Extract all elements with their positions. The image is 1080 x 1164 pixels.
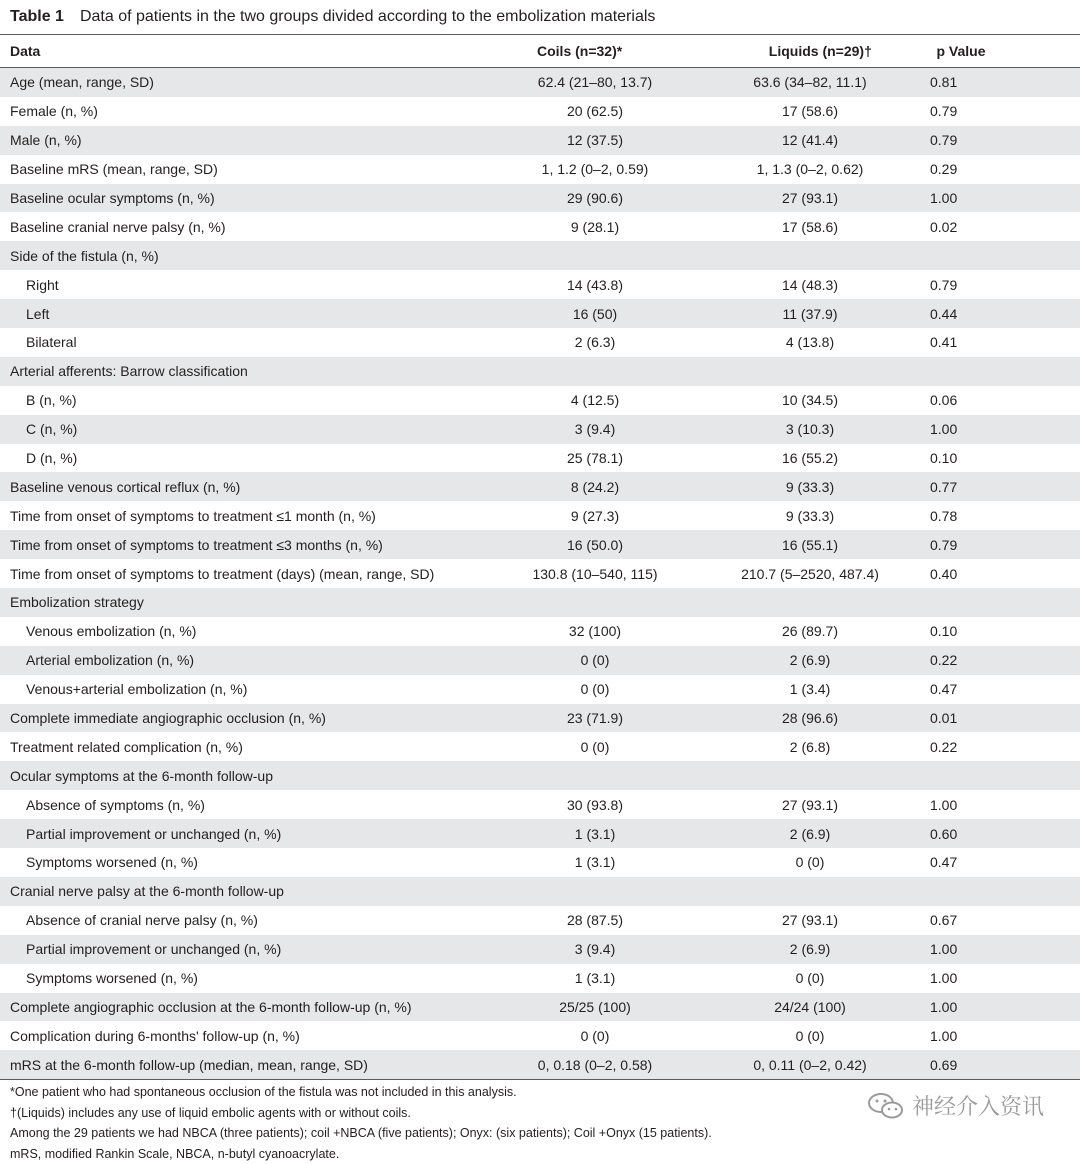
- table-row: [0, 155, 1080, 184]
- row-label: Partial improvement or unchanged (n, %): [26, 941, 282, 958]
- cell-coils: 14 (43.8): [566, 276, 624, 293]
- cell-coils: 3 (9.4): [574, 421, 616, 438]
- row-label: Symptoms worsened (n, %): [26, 970, 198, 987]
- table-row: [0, 588, 1080, 617]
- row-label: Baseline venous cortical reflux (n, %): [10, 478, 241, 495]
- cell-liquids: 27 (93.1): [781, 190, 839, 206]
- table-row: [0, 444, 1080, 473]
- row-label: Right: [26, 276, 59, 293]
- cell-p-value: 1.00: [930, 970, 958, 987]
- table-row: [0, 906, 1080, 935]
- row-label: Side of the fistula (n, %): [10, 247, 159, 264]
- cell-p-value: 0.29: [930, 161, 958, 178]
- cell-liquids: 28 (96.6): [781, 710, 839, 727]
- cell-coils: 62.4 (21–80, 13.7): [537, 74, 653, 91]
- footnote: *One patient who had spontaneous occlusion of the fistula was not included in this analysis.: [10, 1085, 517, 1100]
- cell-liquids: 9 (33.3): [785, 478, 835, 495]
- footnote: Among the 29 patients we had NBCA (three patients); coil +NBCA (five patients); Onyx: (six patients); Coil +Onyx (15 patients).: [10, 1126, 712, 1141]
- cell-p-value: 0.79: [930, 103, 958, 120]
- cell-liquids: 2 (6.9): [789, 825, 831, 842]
- row-label: mRS at the 6-month follow-up (median, mean, range, SD): [10, 1056, 368, 1073]
- cell-coils: 9 (27.3): [570, 507, 620, 524]
- cell-coils: 23 (71.9): [566, 710, 624, 727]
- cell-coils: 0, 0.18 (0–2, 0.58): [537, 1056, 653, 1073]
- cell-liquids: 0 (0): [795, 970, 825, 987]
- cell-liquids: 14 (48.3): [781, 276, 839, 293]
- table-row: [0, 68, 1080, 97]
- cell-coils: 3 (9.4): [574, 941, 616, 958]
- cell-liquids: 17 (58.6): [781, 103, 839, 120]
- cell-liquids: 12 (41.4): [781, 132, 839, 149]
- row-label: Time from onset of symptoms to treatment ≤3 months (n, %): [10, 536, 383, 553]
- cell-liquids: 63.6 (34–82, 11.1): [753, 74, 867, 91]
- cell-p-value: 0.22: [930, 652, 958, 669]
- cell-liquids: 2 (6.9): [789, 652, 831, 669]
- cell-coils: 30 (93.8): [566, 796, 624, 813]
- cell-coils: 16 (50.0): [566, 536, 624, 553]
- table-row: [0, 1050, 1080, 1079]
- table-row: [0, 1021, 1080, 1050]
- table-row: [0, 212, 1080, 241]
- cell-p-value: 1.00: [930, 998, 958, 1015]
- table-row: [0, 184, 1080, 213]
- cell-coils: 9 (28.1): [570, 218, 620, 235]
- row-label: Baseline mRS (mean, range, SD): [10, 161, 218, 178]
- table-row: [0, 530, 1080, 559]
- cell-p-value: 0.41: [930, 334, 958, 351]
- row-label: Venous+arterial embolization (n, %): [26, 681, 248, 698]
- table-row: [0, 646, 1080, 675]
- cell-p-value: 0.40: [930, 565, 958, 582]
- cell-liquids: 2 (6.8): [789, 738, 831, 755]
- cell-p-value: 0.79: [930, 536, 958, 553]
- cell-liquids: 24/24 (100): [774, 998, 846, 1015]
- row-label: Absence of cranial nerve palsy (n, %): [26, 912, 258, 929]
- cell-p-value: 1.00: [930, 421, 958, 438]
- cell-coils: 1 (3.1): [574, 825, 616, 842]
- row-label: C (n, %): [26, 421, 78, 438]
- watermark: [866, 1090, 1044, 1121]
- cell-p-value: 1.00: [930, 190, 958, 206]
- cell-coils: 2 (6.3): [574, 334, 616, 351]
- row-label: Time from onset of symptoms to treatment (days) (mean, range, SD): [10, 565, 435, 582]
- cell-p-value: 1.00: [930, 1027, 958, 1044]
- table-row: [0, 415, 1080, 444]
- cell-coils: 16 (50): [572, 305, 618, 322]
- row-label: Venous embolization (n, %): [26, 623, 197, 640]
- row-label: Bilateral: [26, 334, 77, 351]
- table-row: [0, 559, 1080, 588]
- cell-p-value: 0.47: [930, 681, 958, 698]
- table-row: [0, 501, 1080, 530]
- row-label: Embolization strategy: [10, 594, 144, 611]
- cell-coils: 130.8 (10–540, 115): [532, 565, 658, 582]
- row-label: Cranial nerve palsy at the 6-month follow-up: [10, 883, 284, 900]
- cell-p-value: 0.79: [930, 132, 958, 149]
- wechat-icon: [866, 1091, 906, 1121]
- row-label: Complete immediate angiographic occlusion (n, %): [10, 710, 326, 727]
- table-header: [0, 35, 1080, 68]
- header-liquids: Liquids (n=29)†: [768, 43, 872, 59]
- cell-p-value: 0.79: [930, 276, 958, 293]
- table-row: [0, 790, 1080, 819]
- cell-coils: 8 (24.2): [570, 478, 620, 495]
- cell-liquids: 27 (93.1): [781, 912, 839, 929]
- cell-liquids: 210.7 (5–2520, 487.4): [741, 565, 879, 582]
- row-label: Female (n, %): [10, 103, 98, 120]
- cell-coils: 25/25 (100): [559, 998, 631, 1015]
- cell-coils: 0 (0): [580, 652, 610, 669]
- cell-liquids: 0 (0): [795, 1027, 825, 1044]
- row-label: Time from onset of symptoms to treatment ≤1 month (n, %): [10, 507, 376, 524]
- table-row: [0, 299, 1080, 328]
- cell-p-value: 0.02: [930, 218, 958, 235]
- table-row: [0, 386, 1080, 415]
- table-title: Data of patients in the two groups divided according to the embolization materials: [79, 8, 656, 25]
- header-data: Data: [10, 43, 41, 59]
- cell-liquids: 0 (0): [795, 854, 825, 871]
- table-row: [0, 819, 1080, 848]
- table-caption: [0, 0, 1080, 35]
- cell-p-value: 0.67: [930, 912, 958, 929]
- cell-liquids: 1 (3.4): [789, 681, 831, 698]
- header-p-value: p Value: [936, 43, 986, 59]
- cell-coils: 4 (12.5): [570, 392, 620, 409]
- row-label: Absence of symptoms (n, %): [26, 796, 205, 813]
- row-label: Symptoms worsened (n, %): [26, 854, 198, 871]
- row-label: Treatment related complication (n, %): [10, 738, 243, 755]
- cell-coils: 25 (78.1): [566, 450, 624, 467]
- table-row: [0, 993, 1080, 1022]
- cell-p-value: 0.69: [930, 1056, 958, 1073]
- table-row: [0, 761, 1080, 790]
- row-label: Complete angiographic occlusion at the 6-month follow-up (n, %): [10, 998, 412, 1015]
- cell-coils: 28 (87.5): [566, 912, 624, 929]
- cell-p-value: 0.78: [930, 507, 958, 524]
- cell-liquids: 1, 1.3 (0–2, 0.62): [756, 161, 864, 178]
- table-row: [0, 126, 1080, 155]
- cell-liquids: 26 (89.7): [781, 623, 839, 640]
- table-row: [0, 241, 1080, 270]
- cell-coils: 12 (37.5): [566, 132, 624, 149]
- cell-liquids: 27 (93.1): [781, 796, 839, 813]
- cell-p-value: 0.77: [930, 478, 958, 495]
- row-label: Age (mean, range, SD): [10, 74, 154, 91]
- cell-coils: 0 (0): [580, 1027, 610, 1044]
- cell-coils: 1, 1.2 (0–2, 0.59): [541, 161, 649, 178]
- table-row: [0, 270, 1080, 299]
- cell-p-value: 0.81: [930, 74, 958, 91]
- cell-p-value: 0.44: [930, 305, 958, 322]
- cell-p-value: 0.10: [930, 450, 958, 467]
- cell-liquids: 10 (34.5): [781, 392, 839, 409]
- table-row: [0, 848, 1080, 877]
- row-label: Arterial embolization (n, %): [26, 652, 195, 669]
- row-label: Left: [26, 305, 50, 322]
- row-label: Male (n, %): [10, 132, 82, 149]
- table-row: [0, 704, 1080, 733]
- table-row: [0, 472, 1080, 501]
- cell-p-value: 1.00: [930, 941, 958, 958]
- cell-liquids: 16 (55.2): [781, 450, 839, 467]
- cell-p-value: 0.10: [930, 623, 958, 640]
- row-label: Complication during 6-months' follow-up (n, %): [10, 1027, 300, 1044]
- row-label: Ocular symptoms at the 6-month follow-up: [10, 767, 273, 784]
- table-row: [0, 935, 1080, 964]
- table-row: [0, 675, 1080, 704]
- cell-p-value: 0.22: [930, 738, 958, 755]
- cell-coils: 0 (0): [580, 681, 610, 698]
- table-body: [0, 68, 1080, 1079]
- cell-liquids: 4 (13.8): [785, 334, 835, 351]
- footnote: †(Liquids) includes any use of liquid embolic agents with or without coils.: [10, 1105, 411, 1120]
- cell-coils: 32 (100): [568, 623, 622, 640]
- table-row: [0, 617, 1080, 646]
- row-label: Partial improvement or unchanged (n, %): [26, 825, 282, 842]
- table-row: [0, 964, 1080, 993]
- cell-p-value: 0.06: [930, 392, 958, 409]
- table-row: [0, 877, 1080, 906]
- cell-liquids: 9 (33.3): [785, 507, 835, 524]
- row-label: Arterial afferents: Barrow classification: [10, 363, 248, 380]
- cell-liquids: 17 (58.6): [781, 218, 839, 235]
- cell-coils: 1 (3.1): [574, 970, 616, 987]
- table-number: Table 1: [10, 8, 64, 25]
- footnote: mRS, modified Rankin Scale, NBCA, n-butyl cyanoacrylate.: [10, 1146, 340, 1161]
- row-label: Baseline cranial nerve palsy (n, %): [10, 218, 226, 235]
- cell-p-value: 0.60: [930, 825, 958, 842]
- header-coils: Coils (n=32)*: [537, 43, 623, 59]
- row-label: B (n, %): [26, 392, 77, 409]
- cell-liquids: 2 (6.9): [789, 941, 831, 958]
- cell-coils: 20 (62.5): [566, 103, 624, 120]
- cell-liquids: 16 (55.1): [781, 536, 839, 553]
- table-row: [0, 357, 1080, 386]
- watermark-text: 神经介入资讯: [911, 1094, 1044, 1119]
- cell-coils: 29 (90.6): [566, 190, 624, 206]
- cell-liquids: 0, 0.11 (0–2, 0.42): [753, 1056, 867, 1073]
- table-row: [0, 328, 1080, 357]
- cell-coils: 0 (0): [580, 738, 610, 755]
- cell-p-value: 1.00: [930, 796, 958, 813]
- row-label: D (n, %): [26, 450, 78, 467]
- cell-coils: 1 (3.1): [574, 854, 616, 871]
- table-row: [0, 732, 1080, 761]
- row-label: Baseline ocular symptoms (n, %): [10, 190, 215, 206]
- cell-p-value: 0.01: [930, 710, 958, 727]
- cell-p-value: 0.47: [930, 854, 958, 871]
- cell-liquids: 3 (10.3): [785, 421, 835, 438]
- table-row: [0, 97, 1080, 126]
- cell-liquids: 11 (37.9): [782, 305, 838, 322]
